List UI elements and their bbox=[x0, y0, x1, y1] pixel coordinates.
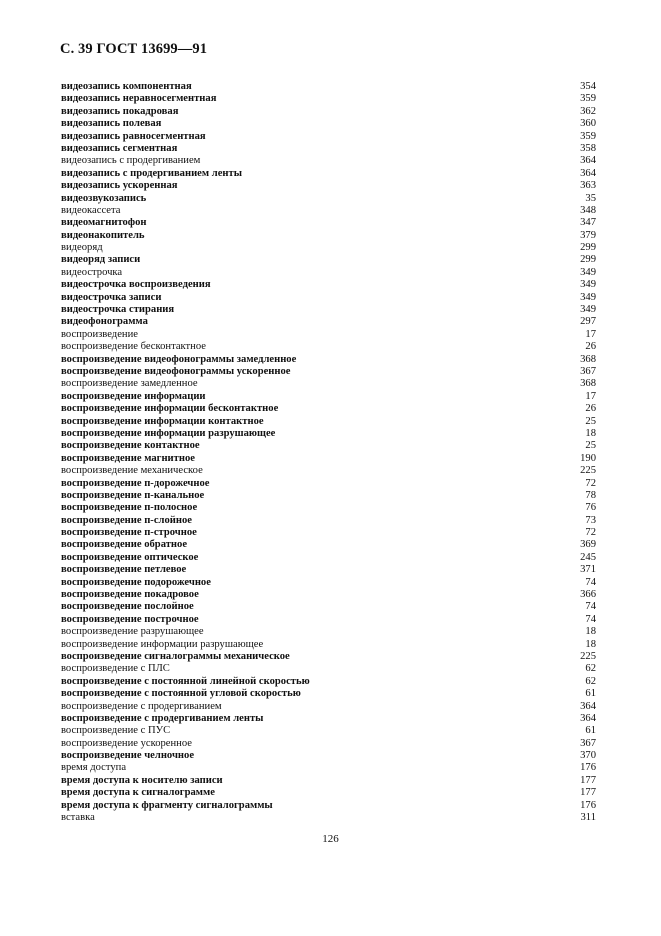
index-term: воспроизведение информации бесконтактное bbox=[61, 403, 279, 415]
index-page-ref: 366 bbox=[580, 589, 596, 601]
index-entry bbox=[61, 391, 596, 403]
index-entry bbox=[61, 205, 596, 217]
index-term: видеострочка bbox=[61, 266, 123, 278]
index-entry bbox=[61, 217, 596, 229]
index-entry bbox=[61, 478, 596, 490]
index-term: видеозапись с продергиванием ленты bbox=[61, 167, 242, 179]
index-term: воспроизведение построчное bbox=[61, 613, 199, 625]
index-entry bbox=[61, 663, 596, 675]
index-entry bbox=[61, 577, 596, 589]
index-term: воспроизведение подорожечное bbox=[61, 576, 211, 588]
index-page-ref: 364 bbox=[580, 700, 596, 712]
index-entry bbox=[61, 416, 596, 428]
index-page-ref: 363 bbox=[580, 180, 596, 192]
index-entry bbox=[61, 131, 596, 143]
index-term: вставка bbox=[61, 812, 95, 824]
index-entry bbox=[61, 230, 596, 242]
index-entry bbox=[61, 341, 596, 353]
index-page-ref: 177 bbox=[580, 774, 596, 786]
index-page-ref: 225 bbox=[580, 465, 596, 477]
index-term: видеозапись полевая bbox=[61, 118, 162, 130]
index-page-ref: 354 bbox=[580, 81, 596, 92]
index-term: воспроизведение контактное bbox=[61, 440, 200, 452]
index-term: воспроизведение видеофонограммы замедленное bbox=[61, 353, 297, 365]
index-term: видеофонограмма bbox=[61, 316, 148, 328]
index-term: воспроизведение бесконтактное bbox=[61, 341, 206, 353]
index-page-ref: 364 bbox=[580, 155, 596, 167]
page-header: С. 39 ГОСТ 13699—91 bbox=[60, 41, 208, 57]
index-term: воспроизведение механическое bbox=[61, 465, 203, 477]
index-page-ref: 61 bbox=[585, 725, 596, 737]
index-page-ref: 379 bbox=[580, 229, 596, 241]
index-term: воспроизведение п-дорожечное bbox=[61, 477, 210, 489]
index-page-ref: 349 bbox=[580, 291, 596, 303]
index-term: воспроизведение видеофонограммы ускоренное bbox=[61, 365, 291, 377]
index-page-ref: 72 bbox=[585, 477, 596, 489]
index-page-ref: 225 bbox=[580, 650, 596, 662]
index-entry bbox=[61, 738, 596, 750]
index-page-ref: 176 bbox=[580, 799, 596, 811]
index-entry bbox=[61, 242, 596, 254]
index-entry bbox=[61, 800, 596, 812]
index-page-ref: 78 bbox=[585, 489, 596, 501]
index-page-ref: 74 bbox=[585, 601, 596, 613]
index-entry bbox=[61, 539, 596, 551]
index-entry bbox=[61, 626, 596, 638]
index-page-ref: 359 bbox=[580, 93, 596, 105]
index-entry bbox=[61, 614, 596, 626]
index-page-ref: 364 bbox=[580, 712, 596, 724]
index-entry bbox=[61, 329, 596, 341]
index-term: время доступа к носителю записи bbox=[61, 774, 223, 786]
index-page-ref: 368 bbox=[580, 353, 596, 365]
index-page-ref: 358 bbox=[580, 142, 596, 154]
index-page-ref: 62 bbox=[585, 663, 596, 675]
index-term: воспроизведение покадровое bbox=[61, 589, 199, 601]
index-term: воспроизведение обратное bbox=[61, 539, 188, 551]
index-entry bbox=[61, 143, 596, 155]
index-entry bbox=[61, 701, 596, 713]
index-term: видеозапись ускоренная bbox=[61, 180, 178, 192]
index-term: видеозапись равносегментная bbox=[61, 130, 206, 142]
index-entry bbox=[61, 366, 596, 378]
index-page-ref: 367 bbox=[580, 365, 596, 377]
index-page-ref: 17 bbox=[585, 390, 596, 402]
index-term: видеокассета bbox=[61, 204, 121, 216]
index-entry bbox=[61, 118, 596, 130]
index-term: воспроизведение с постоянной линейной скоростью bbox=[61, 675, 310, 687]
index-term: воспроизведение сигналограммы механическое bbox=[61, 650, 290, 662]
index-page-ref: 299 bbox=[580, 254, 596, 266]
index-entry bbox=[61, 490, 596, 502]
index-entry bbox=[61, 428, 596, 440]
index-entry bbox=[61, 515, 596, 527]
index-term: время доступа к сигналограмме bbox=[61, 787, 215, 799]
index-page-ref: 311 bbox=[580, 812, 596, 824]
index-term: видеозапись компонентная bbox=[61, 81, 192, 92]
index-page-ref: 368 bbox=[580, 378, 596, 390]
index-term: воспроизведение челночное bbox=[61, 750, 195, 762]
index-term: воспроизведение п-слойное bbox=[61, 514, 192, 526]
index-term: видеозапись сегментная bbox=[61, 142, 178, 154]
index-term: воспроизведение п-строчное bbox=[61, 527, 197, 539]
index-page-ref: 347 bbox=[580, 217, 596, 229]
index-term: воспроизведение информации разрушающее bbox=[61, 638, 264, 650]
index-entry bbox=[61, 440, 596, 452]
index-term: воспроизведение замедленное bbox=[61, 378, 198, 390]
index-page-ref: 297 bbox=[580, 316, 596, 328]
index-page-ref: 190 bbox=[580, 452, 596, 464]
index-page-ref: 74 bbox=[585, 576, 596, 588]
index-term: воспроизведение информации контактное bbox=[61, 415, 264, 427]
index-entry bbox=[61, 651, 596, 663]
index-term: время доступа bbox=[61, 762, 127, 774]
index-term: видеозвукозапись bbox=[61, 192, 147, 204]
index-term: видеоряд bbox=[61, 242, 103, 254]
index-entry bbox=[61, 725, 596, 737]
index-term: воспроизведение с ПЛС bbox=[61, 663, 170, 675]
index-entry bbox=[61, 316, 596, 328]
index-page-ref: 370 bbox=[580, 750, 596, 762]
index-page-ref: 369 bbox=[580, 539, 596, 551]
index-term: воспроизведение п-полосное bbox=[61, 502, 198, 514]
index-entry bbox=[61, 93, 596, 105]
index-term: видеозапись покадровая bbox=[61, 105, 179, 117]
index-page-ref: 349 bbox=[580, 266, 596, 278]
index-entry bbox=[61, 267, 596, 279]
index-term: воспроизведение магнитное bbox=[61, 452, 195, 464]
index-entry bbox=[61, 639, 596, 651]
index-entry bbox=[61, 81, 596, 93]
index-entry bbox=[61, 465, 596, 477]
index-page-ref: 177 bbox=[580, 787, 596, 799]
index-term: воспроизведение с ПУС bbox=[61, 725, 171, 737]
index-term: воспроизведение п-канальное bbox=[61, 489, 205, 501]
index-page-ref: 360 bbox=[580, 118, 596, 130]
index-page-ref: 371 bbox=[580, 564, 596, 576]
index-page-ref: 362 bbox=[580, 105, 596, 117]
index-term: воспроизведение bbox=[61, 328, 138, 340]
index-page-ref: 359 bbox=[580, 130, 596, 142]
index-page-ref: 17 bbox=[585, 328, 596, 340]
index-page-ref: 35 bbox=[585, 192, 596, 204]
index-entry bbox=[61, 812, 596, 824]
index-page-ref: 245 bbox=[580, 551, 596, 563]
index-term: воспроизведение информации разрушающее bbox=[61, 427, 276, 439]
index-page-ref: 176 bbox=[580, 762, 596, 774]
index-page-ref: 18 bbox=[585, 626, 596, 638]
index-page-ref: 349 bbox=[580, 279, 596, 291]
index-entry bbox=[61, 564, 596, 576]
index-entry bbox=[61, 589, 596, 601]
index-entry bbox=[61, 601, 596, 613]
index-entry bbox=[61, 552, 596, 564]
index-entry bbox=[61, 762, 596, 774]
index-page-ref: 349 bbox=[580, 304, 596, 316]
index-term: воспроизведение с постоянной угловой скоростью bbox=[61, 688, 301, 700]
index-term: воспроизведение петлевое bbox=[61, 564, 187, 576]
index-term: видеозапись неравносегментная bbox=[61, 93, 217, 105]
index-term: видеострочка воспроизведения bbox=[61, 279, 211, 291]
index-page-ref: 18 bbox=[585, 638, 596, 650]
index-page-ref: 367 bbox=[580, 737, 596, 749]
index-entry bbox=[61, 106, 596, 118]
index-page-ref: 25 bbox=[585, 440, 596, 452]
index-entry bbox=[61, 502, 596, 514]
index-page-ref: 18 bbox=[585, 427, 596, 439]
index-entry bbox=[61, 453, 596, 465]
index-term: воспроизведение оптическое bbox=[61, 551, 199, 563]
index-page-ref: 26 bbox=[585, 341, 596, 353]
index-term: воспроизведение информации bbox=[61, 390, 206, 402]
index-term: воспроизведение послойное bbox=[61, 601, 194, 613]
index-page-ref: 72 bbox=[585, 527, 596, 539]
index-term: видеомагнитофон bbox=[61, 217, 147, 229]
index-entry bbox=[61, 787, 596, 799]
index-term: воспроизведение разрушающее bbox=[61, 626, 204, 638]
index-term: воспроизведение с продергиванием bbox=[61, 700, 222, 712]
page-number: 126 bbox=[322, 833, 339, 845]
index-entry bbox=[61, 688, 596, 700]
index-entry bbox=[61, 254, 596, 266]
index-entry bbox=[61, 279, 596, 291]
index-page-ref: 73 bbox=[585, 514, 596, 526]
index-entry bbox=[61, 155, 596, 167]
index-entry bbox=[61, 292, 596, 304]
index-entry bbox=[61, 180, 596, 192]
index-page-ref: 62 bbox=[585, 675, 596, 687]
index-page-ref: 348 bbox=[580, 204, 596, 216]
index-term: видеострочка записи bbox=[61, 291, 162, 303]
index-entry bbox=[61, 193, 596, 205]
index-page-ref: 299 bbox=[580, 242, 596, 254]
index-term: время доступа к фрагменту сигналограммы bbox=[61, 799, 273, 811]
index-page-ref: 76 bbox=[585, 502, 596, 514]
index-entry bbox=[61, 304, 596, 316]
index-page-ref: 364 bbox=[580, 167, 596, 179]
index-entry bbox=[61, 168, 596, 180]
index-page-ref: 25 bbox=[585, 415, 596, 427]
index-entry bbox=[61, 527, 596, 539]
index-entry bbox=[61, 354, 596, 366]
index-term: видеонакопитель bbox=[61, 229, 145, 241]
index-entry bbox=[61, 750, 596, 762]
index-page-ref: 74 bbox=[585, 613, 596, 625]
index-page-ref: 61 bbox=[585, 688, 596, 700]
index-term: видеозапись с продергиванием bbox=[61, 155, 201, 167]
index-term: воспроизведение с продергиванием ленты bbox=[61, 712, 264, 724]
index-term: видеострочка стирания bbox=[61, 304, 175, 316]
index-term: видеоряд записи bbox=[61, 254, 141, 266]
index-entry bbox=[61, 713, 596, 725]
index-entry bbox=[61, 676, 596, 688]
index-entry bbox=[61, 403, 596, 415]
index-page-ref: 26 bbox=[585, 403, 596, 415]
index-list bbox=[61, 81, 596, 824]
index-entry bbox=[61, 378, 596, 390]
index-term: воспроизведение ускоренное bbox=[61, 737, 192, 749]
index-entry bbox=[61, 775, 596, 787]
